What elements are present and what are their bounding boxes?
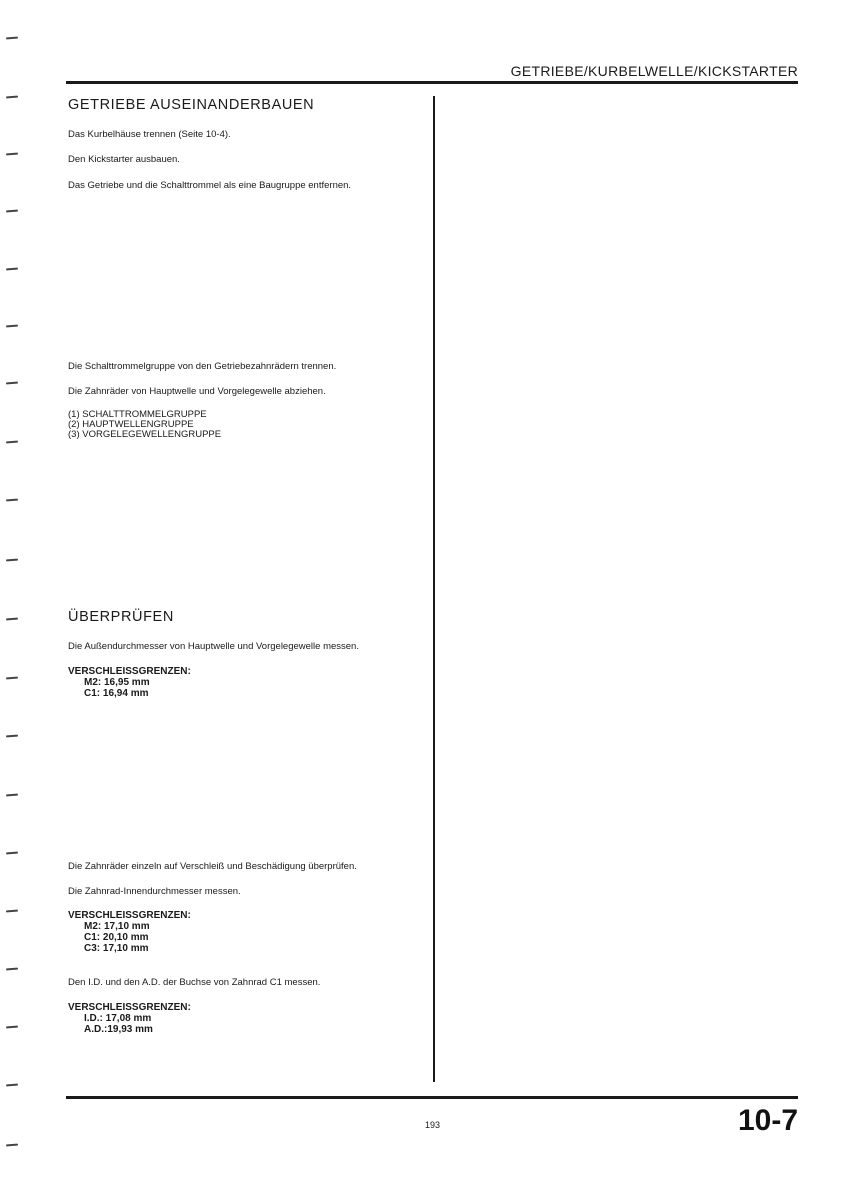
margin-mark — [6, 1084, 18, 1087]
instruction-step: Das Getriebe und die Schalttrommel als eine Baugruppe entfernen. — [68, 180, 352, 191]
part-legend — [68, 410, 221, 440]
spec-value: M2: 16,95 mm — [84, 677, 150, 688]
spec-value: I.D.: 17,08 mm — [84, 1013, 152, 1024]
instruction-step: Das Kurbelhäuse trennen (Seite 10-4). — [68, 129, 231, 140]
margin-mark — [6, 325, 18, 328]
legend-item: (2) HAUPTWELLENGRUPPE — [68, 419, 194, 430]
instruction-step: Die Zahnrad-Innendurchmesser messen. — [68, 886, 241, 897]
instruction-step: Die Zahnräder einzeln auf Verschleiß und Beschädigung überprüfen. — [68, 861, 357, 872]
margin-mark — [6, 96, 18, 99]
margin-mark — [6, 910, 18, 913]
margin-mark — [6, 559, 18, 562]
margin-mark — [6, 268, 18, 271]
margin-mark — [6, 968, 18, 971]
header-rule — [66, 81, 798, 84]
page-number: 193 — [425, 1120, 441, 1130]
margin-mark — [6, 37, 18, 40]
margin-mark — [6, 210, 18, 213]
spec-value: A.D.:19,93 mm — [84, 1024, 153, 1035]
spec-value: M2: 17,10 mm — [84, 921, 150, 932]
section-heading-disassembly: GETRIEBE AUSEINANDERBAUEN — [68, 97, 315, 113]
legend-item: (3) VORGELEGEWELLENGRUPPE — [68, 429, 222, 440]
spec-label: VERSCHLEISSGRENZEN: — [68, 1002, 191, 1013]
margin-mark — [6, 441, 18, 444]
footer-rule — [66, 1096, 798, 1099]
margin-mark — [6, 735, 18, 738]
margin-mark — [6, 382, 18, 385]
binding-margin-marks — [0, 0, 30, 1200]
spec-block-outer-diameter — [68, 666, 191, 699]
spec-value: C3: 17,10 mm — [84, 943, 149, 954]
margin-mark — [6, 1026, 18, 1029]
spec-label: VERSCHLEISSGRENZEN: — [68, 666, 191, 677]
spec-label: VERSCHLEISSGRENZEN: — [68, 910, 191, 921]
instruction-step: Die Zahnräder von Hauptwelle und Vorgelegewelle abziehen. — [68, 386, 326, 397]
instruction-step: Den I.D. und den A.D. der Buchse von Zahnrad C1 messen. — [68, 977, 321, 988]
section-heading-inspection: ÜBERPRÜFEN — [68, 609, 174, 625]
spec-value: C1: 20,10 mm — [84, 932, 149, 943]
spec-block-bushing — [68, 1002, 191, 1035]
margin-mark — [6, 677, 18, 680]
section-page-number: 10-7 — [737, 1104, 798, 1137]
instruction-step: Die Schalttrommelgruppe von den Getriebezahnrädern trennen. — [68, 361, 337, 372]
spec-value: C1: 16,94 mm — [84, 688, 149, 699]
spec-block-inner-diameter — [68, 910, 191, 954]
instruction-step: Die Außendurchmesser von Hauptwelle und Vorgelegewelle messen. — [68, 641, 359, 652]
column-divider — [433, 96, 435, 1082]
instruction-step: Den Kickstarter ausbauen. — [68, 154, 180, 165]
margin-mark — [6, 499, 18, 502]
chapter-header: GETRIEBE/KURBELWELLE/KICKSTARTER — [510, 63, 798, 79]
margin-mark — [6, 153, 18, 156]
margin-mark — [6, 1144, 18, 1147]
legend-item: (1) SCHALTTROMMELGRUPPE — [68, 409, 207, 420]
margin-mark — [6, 618, 18, 621]
margin-mark — [6, 794, 18, 797]
margin-mark — [6, 852, 18, 855]
